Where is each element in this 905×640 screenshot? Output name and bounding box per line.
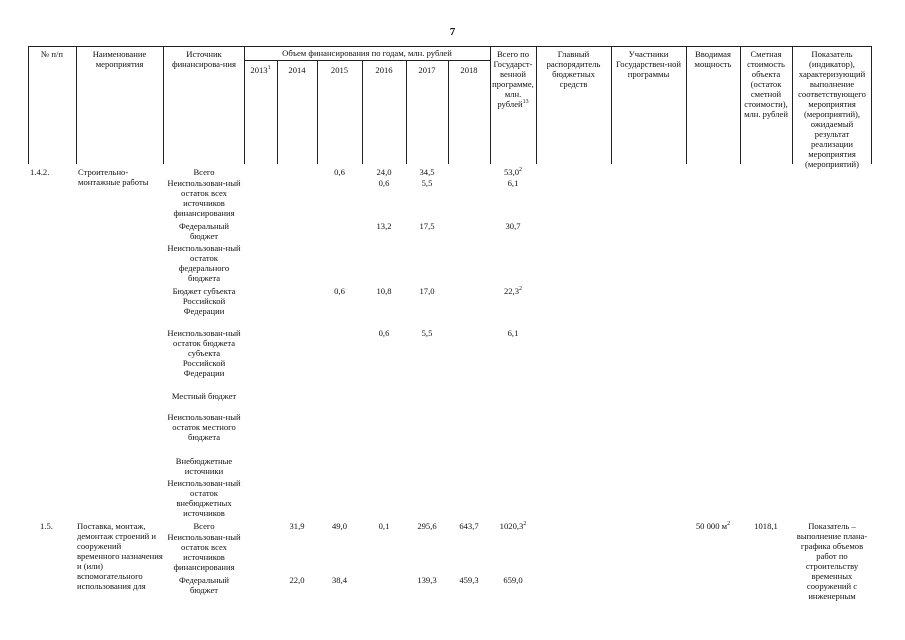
estimate-cell: 1018,1 [754, 521, 778, 531]
header-num: № п/п [41, 49, 63, 59]
source-cell: Неиспользован-ный остаток всех источников финансирования [167, 178, 241, 218]
header-name: Наименование мероприятия [92, 49, 147, 69]
row-name: Поставка, монтаж, демонтаж строений и сооружений временного назначения и (или) вспомогательного использования для [77, 521, 163, 591]
value-cell: 17,0 [419, 286, 435, 296]
value-cell: 0,1 [378, 521, 390, 531]
col-border [244, 46, 245, 164]
header-year-2015: 2015 [330, 65, 349, 75]
header-admin: Главный распорядитель бюджетных средств [546, 49, 601, 89]
total-cell: 6,1 [507, 328, 519, 338]
total-cell: 6,1 [507, 178, 519, 188]
col-border [871, 46, 872, 164]
header-participants: Участники Государствен-ной программы [615, 49, 681, 79]
header-year-2018: 2018 [460, 65, 478, 75]
footnote-mark: 2 [523, 521, 527, 528]
col-border [536, 46, 537, 164]
value-cell: 139,3 [417, 575, 437, 585]
source-cell: Местный бюджет [171, 391, 237, 401]
source-cell: Неиспользован-ный остаток местного бюджета [167, 412, 241, 442]
value-cell: 459,3 [459, 575, 479, 585]
capacity-cell: 50 000 $м^2$ [695, 521, 731, 531]
header-volume: Объем финансирования по годам, млн. рублей [282, 48, 452, 58]
year-row-border [244, 60, 490, 61]
header-year-2017: 2017 [418, 65, 436, 75]
indicator-cell: Показатель – выполнение плана-графика объемов работ по строительству временных сооружений с инженерным [796, 521, 868, 601]
value-cell: 13,2 [376, 221, 392, 231]
col-border [686, 46, 687, 164]
footnote-mark: 2 [519, 167, 523, 174]
value-cell: 31,9 [289, 521, 305, 531]
header-year-2014: 2014 [288, 65, 306, 75]
source-cell: Неиспользован-ный остаток бюджета субъекта Российской Федерации [167, 328, 241, 378]
value-cell: 643,7 [459, 521, 479, 531]
header-total: Всего по Государст-венной программе, млн. рублей$^{13}$ [492, 49, 534, 109]
value-cell: 0,6 [378, 328, 390, 338]
footnote-mark: 2 [727, 521, 731, 528]
col-border [76, 46, 77, 164]
value-cell: 0,6 [334, 286, 345, 296]
total-cell: 30,7 [505, 221, 521, 231]
header-estimate: Сметная стоимость объекта (остаток сметной стоимости), млн. рублей [744, 49, 788, 119]
source-cell: Бюджет субъекта Российской Федерации [172, 286, 236, 316]
source-cell: Неиспользован-ный остаток федерального бюджета [167, 243, 241, 283]
value-cell: 49,0 [331, 521, 348, 531]
col-border [792, 46, 793, 164]
total-cell: 1020,3$^2$ [499, 521, 527, 531]
value-cell: 5,5 [421, 178, 433, 188]
col-border [448, 60, 449, 164]
value-cell: 5,5 [421, 328, 433, 338]
source-cell: Всего [193, 521, 215, 531]
value-cell: 22,0 [289, 575, 305, 585]
row-name: Строительно-монтажные работы [78, 167, 149, 187]
header-year-2016: 2016 [375, 65, 393, 75]
value-cell: 34,5 [419, 167, 435, 177]
value-cell: 0,6 [378, 178, 390, 188]
source-cell: Всего [193, 167, 215, 177]
header-source: Источник финансирова-ния [172, 49, 236, 69]
source-cell: Внебюджетные источники [175, 456, 233, 476]
col-border [406, 60, 407, 164]
value-cell: 295,6 [417, 521, 437, 531]
value-cell: 0,6 [334, 167, 345, 177]
value-cell: 17,5 [419, 221, 435, 231]
value-cell: 38,4 [331, 575, 348, 585]
footnote-mark: 1 [267, 65, 271, 72]
header-capacity: Вводимая мощность [694, 49, 732, 69]
total-cell: 53,0$^2$ [503, 167, 523, 177]
col-border [317, 60, 318, 164]
source-cell: Неиспользован-ный остаток внебюджетных источников [167, 478, 241, 518]
source-cell: Федеральный бюджет [178, 575, 230, 595]
value-cell: 24,0 [376, 167, 392, 177]
header-year-2013: 2013$^1$ [250, 65, 271, 75]
col-border [362, 60, 363, 164]
col-border [163, 46, 164, 164]
page-number: 7 [449, 26, 456, 38]
col-border [277, 60, 278, 164]
source-cell: Федеральный бюджет [178, 221, 230, 241]
total-cell: 22,3$^2$ [503, 286, 523, 296]
header-indicator: Показатель (индикатор), характеризующий выполнение соответствующего мероприятия (мероприятий), ожидаемый результат реализации мероприятия (мероприятий) [798, 49, 866, 169]
footnote-mark: 2 [519, 286, 523, 293]
header-top-border [28, 46, 871, 47]
footnote-mark: 13 [522, 99, 529, 106]
col-border [611, 46, 612, 164]
col-border [28, 46, 29, 164]
value-cell: 10,8 [376, 286, 392, 296]
source-cell: Неиспользован-ный остаток всех источников финансирования [167, 532, 241, 572]
row-num: 1.4.2. [30, 167, 50, 177]
total-cell: 659,0 [503, 575, 523, 585]
row-num: 1.5. [40, 521, 53, 531]
